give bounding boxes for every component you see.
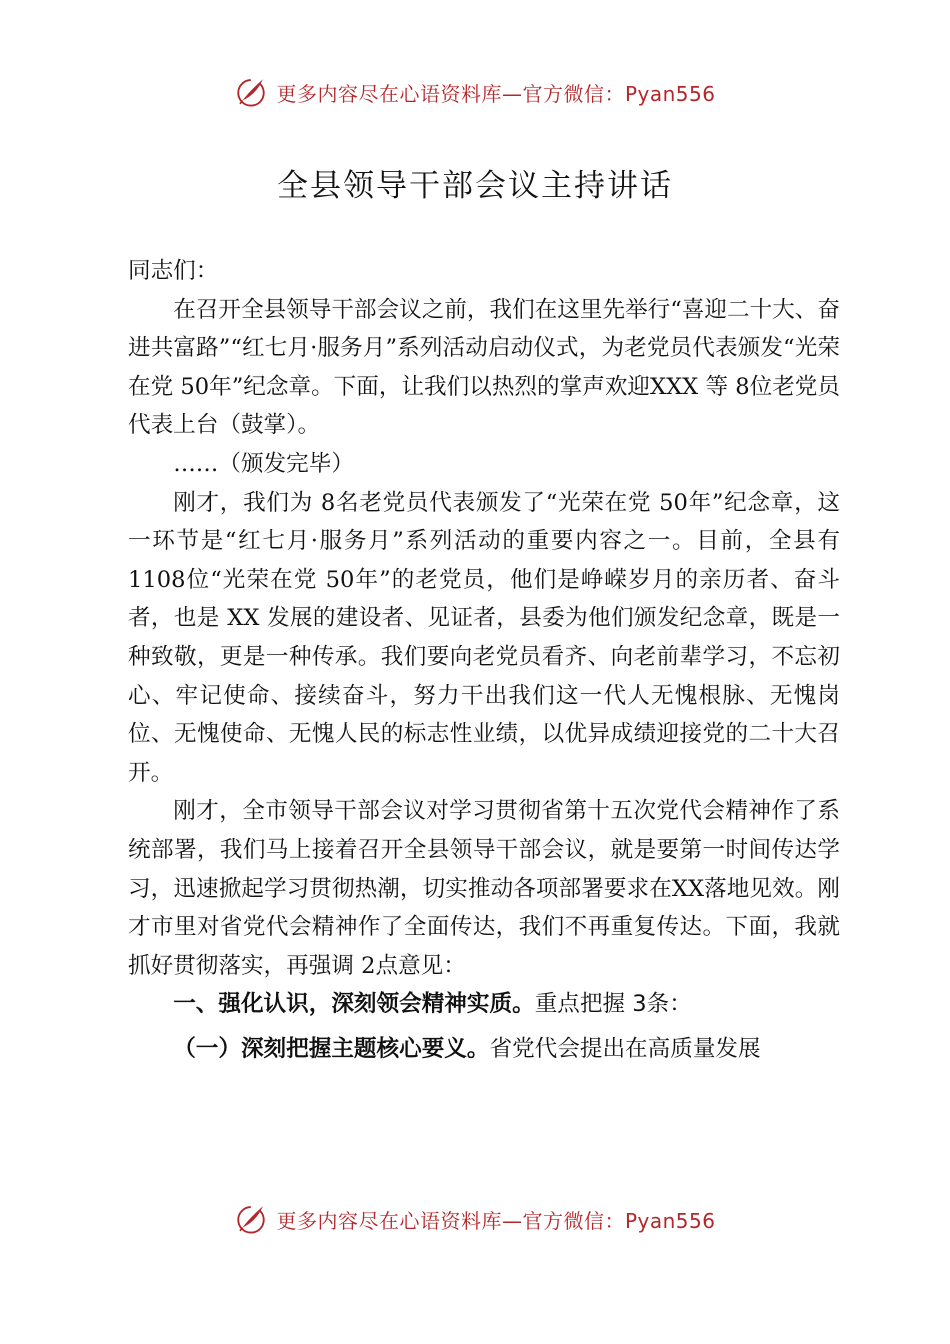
- header-banner: [0, 70, 950, 114]
- subsection-heading-1-text: 省党代会提出在高质量发展: [489, 1035, 761, 1062]
- subsection-heading-1: [128, 1030, 840, 1069]
- greeting: 同志们：: [128, 258, 219, 284]
- banner-text: 更多内容尽在心语资料库—官方微信：Pyan556: [276, 1208, 716, 1233]
- paragraph-2: ……（颁发完毕）: [173, 450, 354, 477]
- document-title: 全县领导干部会议主持讲话: [277, 168, 673, 204]
- paragraph-4: 刚才，全市领导干部会议对学习贯彻省第十五次党代会精神作了系统部署，我们马上接着召开全县领导干部会议，就是要第一时间传达学习，迅速掀起学习贯彻热潮，切实推动各项部署要求在XX落地见效。刚才市里对省党代会精神作了全面传达，我们不再重复传达。下面，我就抓好贯彻落实，再强调 2点意见：: [128, 798, 840, 979]
- footer-banner: [0, 1197, 950, 1241]
- section-heading-1-title: 一、强化认识，深刻领会精神实质。: [173, 991, 535, 1018]
- paragraph-1: 在召开全县领导干部会议之前，我们在这里先举行“喜迎二十大、奋进共富路”“红七月·服务月”系列活动启动仪式，为老党员代表颁发“光荣在党 50年”纪念章。下面，让我们以热烈的掌声欢迎XXX 等 8位老党员代表上台（鼓掌）。: [128, 296, 840, 439]
- banner-text: 更多内容尽在心语资料库—官方微信：Pyan556: [276, 81, 716, 106]
- subsection-heading-1-title: （一）深刻把握主题核心要义。: [173, 1035, 490, 1062]
- feather-quill-icon: [234, 1202, 268, 1236]
- section-heading-1-text: 重点把握 3条：: [534, 991, 692, 1018]
- section-heading-1: [128, 985, 840, 1024]
- paragraph-3: 刚才，我们为 8名老党员代表颁发了“光荣在党 50年”纪念章，这一环节是“红七月·服务月”系列活动的重要内容之一。目前，全县有 1108位“光荣在党 50年”的老党员，他们是峥嵘岁月的亲历者、奋斗者，也是 XX 发展的建设者、见证者，县委为他们颁发纪念章，既是一种致敬，更是一种传承。我们要向老党员看齐、向老前辈学习，不忘初心、牢记使命、接续奋斗，努力干出我们这一代人无愧根脉、无愧岗位、无愧使命、无愧人民的标志性业绩，以优异成绩迎接党的二十大召开。: [128, 489, 840, 786]
- document-body: [128, 252, 840, 1068]
- feather-quill-icon: [234, 75, 268, 109]
